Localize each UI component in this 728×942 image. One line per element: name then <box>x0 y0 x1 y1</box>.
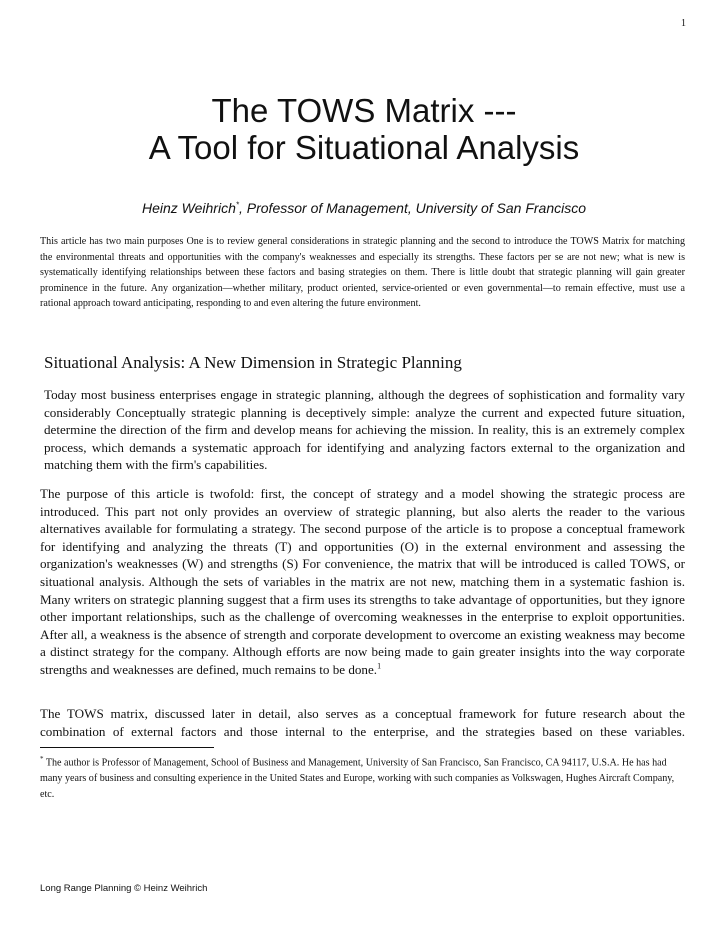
author-byline <box>0 200 728 216</box>
body-paragraph-1-text: The purpose of this article is twofold: first, the concept of strategy and a model showing the strategic process are introduced. This part not only provides an overview of strategic planning, but also alerts the reader to the various alternatives available for formulating a strategy. The second purpose of the article is to propose a conceptual framework for identifying and analyzing the threats (T) and opportunities (O) in the external environment and assessing the organization's weaknesses (W) and strengths (S) For convenience, the matrix that will be introduced is called TOWS, or situational analysis. Although the sets of variables in the matrix are not new, matching them in a systematic fashion is. Many writers on strategic planning suggest that a firm uses its strengths to take advantage of opportunities, but they ignore other important relationships, such as the challenge of overcoming weaknesses in the enterprise to exploit opportunities. After all, a weakness is the absence of strength and corporate development to overcome an existing weakness may become a distinct strategy for the company. Although efforts are now being made to gain greater insights into the way corporate strengths and weaknesses are defined, much remains to be done. <box>40 486 685 677</box>
article-title <box>0 92 728 166</box>
author-footnote <box>40 752 690 802</box>
footnote-mark: * <box>40 755 44 763</box>
intro-paragraph: Today most business enterprises engage in strategic planning, although the degrees of sophistication and formality vary considerably Conceptually strategic planning is deceptively simple: analyze the current and expected future situation, determine the direction of the firm and develop means for achieving the mission. In reality, this is an extremely complex process, which demands a systematic approach for identifying and analyzing factors external to the organization and matching them with the firm's capabilities. <box>44 387 685 473</box>
page-footer: Long Range Planning © Heinz Weihrich <box>40 883 208 894</box>
section-heading: Situational Analysis: A New Dimension in Strategic Planning <box>44 353 462 372</box>
title-line-1: The TOWS Matrix --- <box>211 92 517 129</box>
body-paragraph-1 <box>40 485 685 679</box>
body-paragraph-2: The TOWS matrix, discussed later in detail, also serves as a conceptual framework for future research about the combination of external factors and those internal to the enterprise, and the strategies based on these variables. <box>40 706 685 739</box>
footnote-text: The author is Professor of Management, School of Business and Management, University of San Francisco, San Francisco, CA 94117, U.S.A. He has had many years of business and consulting experience in the United States and Europe, working with such companies as Volkswagen, Hughes Aircraft Company, etc. <box>40 757 675 800</box>
author-footnote-mark: * <box>235 200 239 210</box>
author-affiliation: , Professor of Management, University of San Francisco <box>238 200 587 216</box>
abstract-paragraph: This article has two main purposes One is to review general considerations in strategic planning and the second to introduce the TOWS Matrix for matching the environmental threats and opportunities with the company's weaknesses and especially its strengths. These factors per se are not new; what is new is systematically identifying relationships between these factors and basing strategies on them. There is little doubt that strategic planning will gain greater prominence in the future. Any organization—whether military, product oriented, service-oriented or even governmental—to remain effective, must use a rational approach toward anticipating, responding to and even altering the future environment. <box>40 236 685 310</box>
title-line-2: A Tool for Situational Analysis <box>148 129 580 166</box>
author-name: Heinz Weihrich <box>141 200 236 216</box>
page-number: 1 <box>681 18 686 29</box>
footnote-divider <box>40 747 214 748</box>
footnote-reference-1: 1 <box>377 661 382 671</box>
